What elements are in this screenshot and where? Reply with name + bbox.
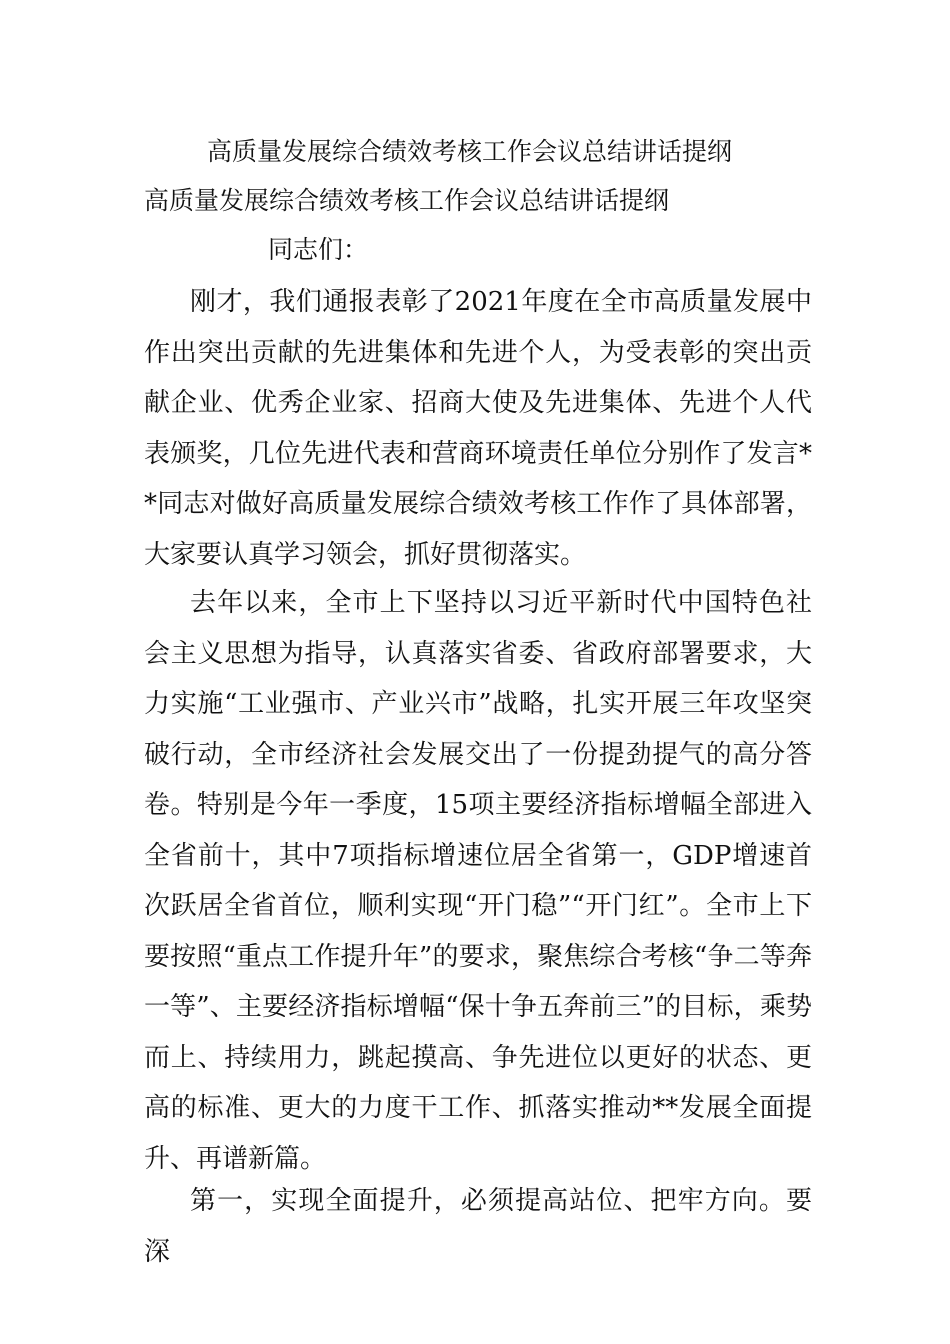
document-subtitle: 高质量发展综合绩效考核工作会议总结讲话提纲 (144, 186, 670, 215)
document-title: 高质量发展综合绩效考核工作会议总结讲话提纲 (207, 137, 733, 166)
paragraph-3: 第一，实现全面提升，必须提高站位、把牢方向。要深 (144, 1186, 812, 1267)
paragraph-1: 刚才，我们通报表彰了2021年度在全市高质量发展中作出突出贡献的先进集体和先进个人，为受表彰的突出贡献企业、优秀企业家、招商大使及先进集体、先进个人代表颁奖，几位先进代表和营商环境责任单位分别作了发言**同志对做好高质量发展综合绩效考核工作作了具体部署，大家要认真学习领会，抓好贯彻落实。 (144, 287, 812, 570)
paragraph-2: 去年以来，全市上下坚持以习近平新时代中国特色社会主义思想为指导，认真落实省委、省政府部署要求，大力实施“工业强市、产业兴市”战略，扎实开展三年攻坚突破行动，全市经济社会发展交出了一份提劲提气的高分答卷。特别是今年一季度，15项主要经济指标增幅全部进入全省前十，其中7项指标增速位居全省第一，GDP增速首次跃居全省首位，顺利实现“开门稳”“开门红”。全市上下要按照“重点工作提升年”的要求，聚焦综合考核“争二等奔一等”、主要经济指标增幅“保十争五奔前三”的目标，乘势而上、持续用力，跳起摸高、争先进位以更好的状态、更高的标准、更大的力度干工作、抓落实推动**发展全面提升、再谱新篇。 (144, 588, 812, 1174)
salutation: 同志们： (268, 235, 369, 264)
